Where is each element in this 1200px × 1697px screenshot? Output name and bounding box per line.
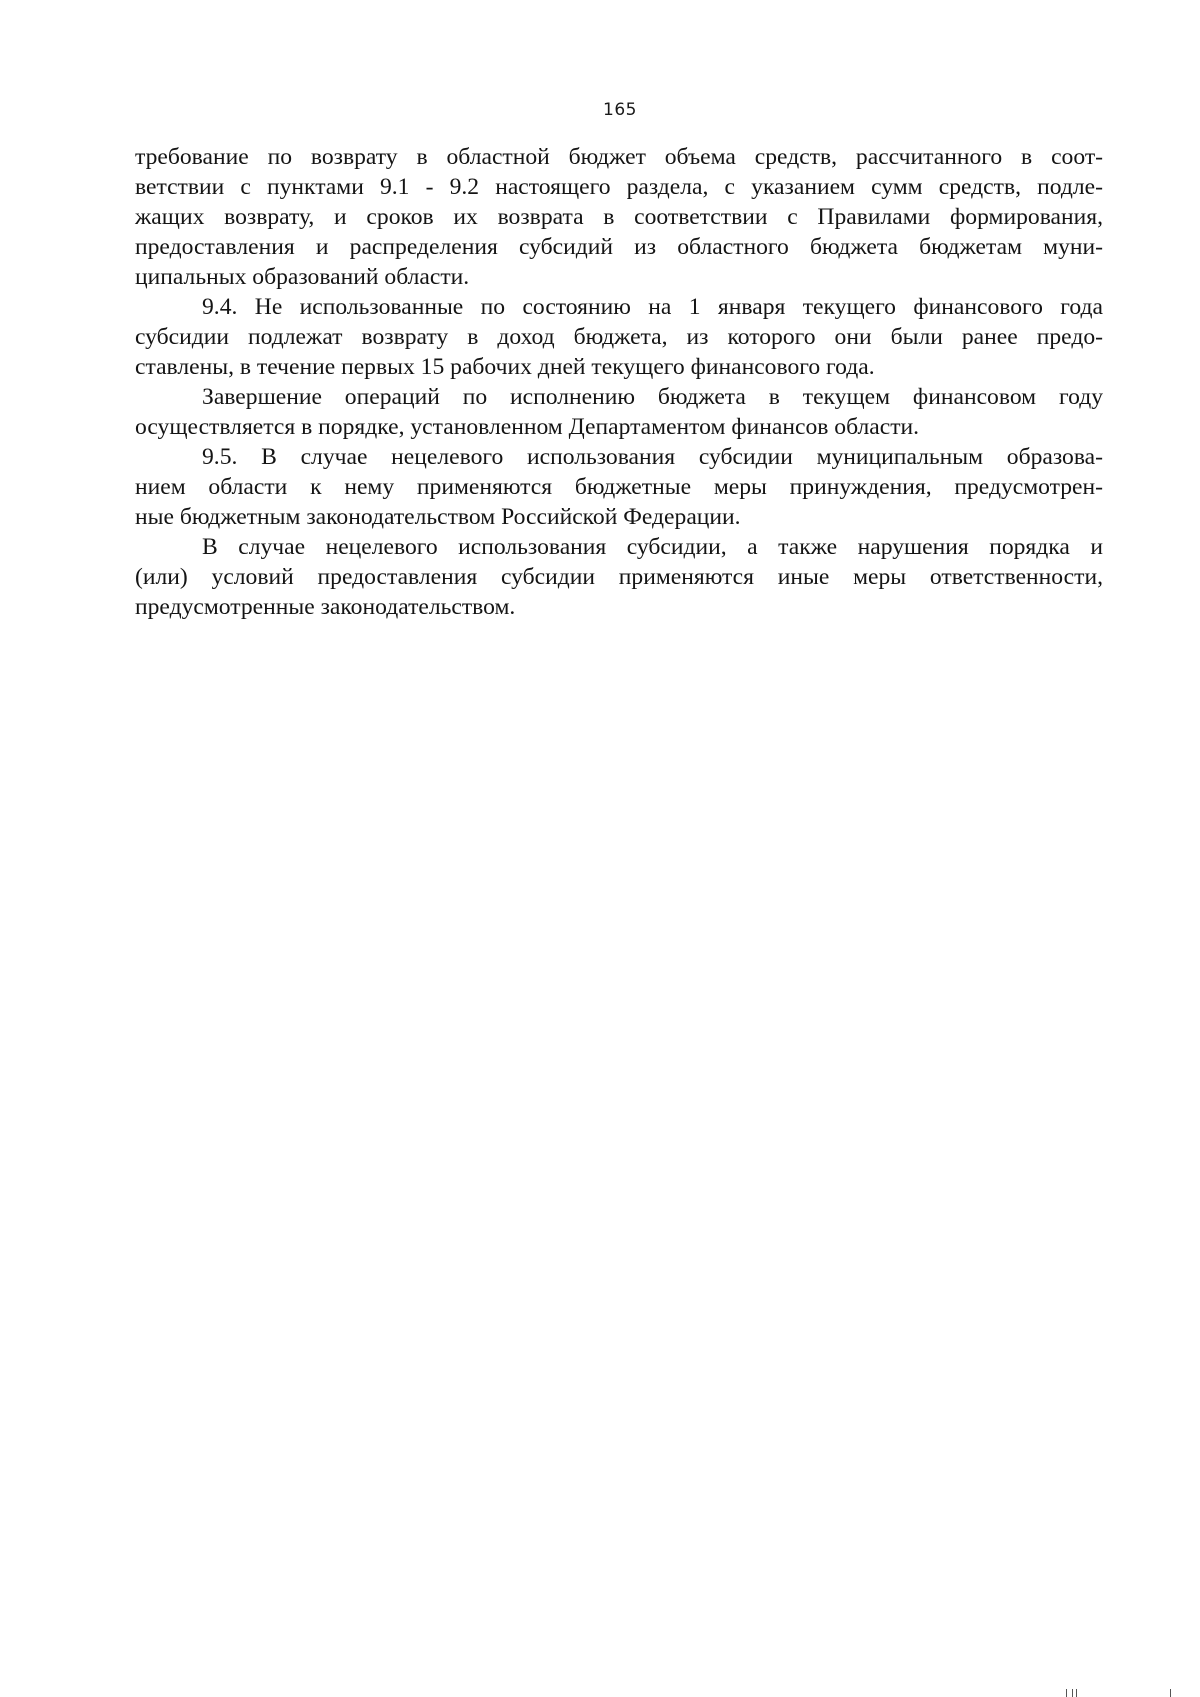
paragraph-budget-completion [135,382,1103,442]
text-line: 9.5. В случае нецелевого использования субсидии муниципальным образова- [202,444,1103,470]
scan-artifact [1066,1689,1067,1697]
paragraph-9-4 [135,292,1103,382]
text-line: ставлены, в течение первых 15 рабочих дней текущего финансового года. [135,354,875,380]
paragraph-liability [135,532,1103,622]
scan-artifact [1072,1689,1073,1697]
text-line: предусмотренные законодательством. [135,594,516,620]
text-line: осуществляется в порядке, установленном Департаментом финансов области. [135,414,920,440]
text-line: жащих возврату, и сроков их возврата в соответствии с Правилами формирования, [135,204,1103,230]
scan-artifact [1076,1689,1077,1697]
text-line: (или) условий предоставления субсидии применяются иные меры ответственности, [135,564,1103,590]
text-line: ципальных образований области. [135,264,470,290]
page-number: 165 [603,100,637,120]
text-line: субсидии подлежат возврату в доход бюджета, из которого они были ранее предо- [135,324,1103,350]
text-line: ные бюджетным законодательством Российской Федерации. [135,504,741,530]
text-line: нием области к нему применяются бюджетные меры принуждения, предусмотрен- [135,474,1103,500]
paragraph-9-5 [135,442,1103,532]
text-line: В случае нецелевого использования субсидии, а также нарушения порядка и [202,534,1103,560]
text-line: ветствии с пунктами 9.1 - 9.2 настоящего раздела, с указанием сумм средств, подле- [135,174,1103,200]
text-line: требование по возврату в областной бюджет объема средств, рассчитанного в соот- [135,144,1103,170]
scan-artifact [1170,1689,1171,1697]
paragraph-requirement [135,142,1103,292]
text-line: 9.4. Не использованные по состоянию на 1 января текущего финансового года [202,294,1103,320]
text-line: предоставления и распределения субсидий из областного бюджета бюджетам муни- [135,234,1103,260]
document-body [135,142,1103,622]
text-line: Завершение операций по исполнению бюджета в текущем финансовом году [202,384,1103,410]
